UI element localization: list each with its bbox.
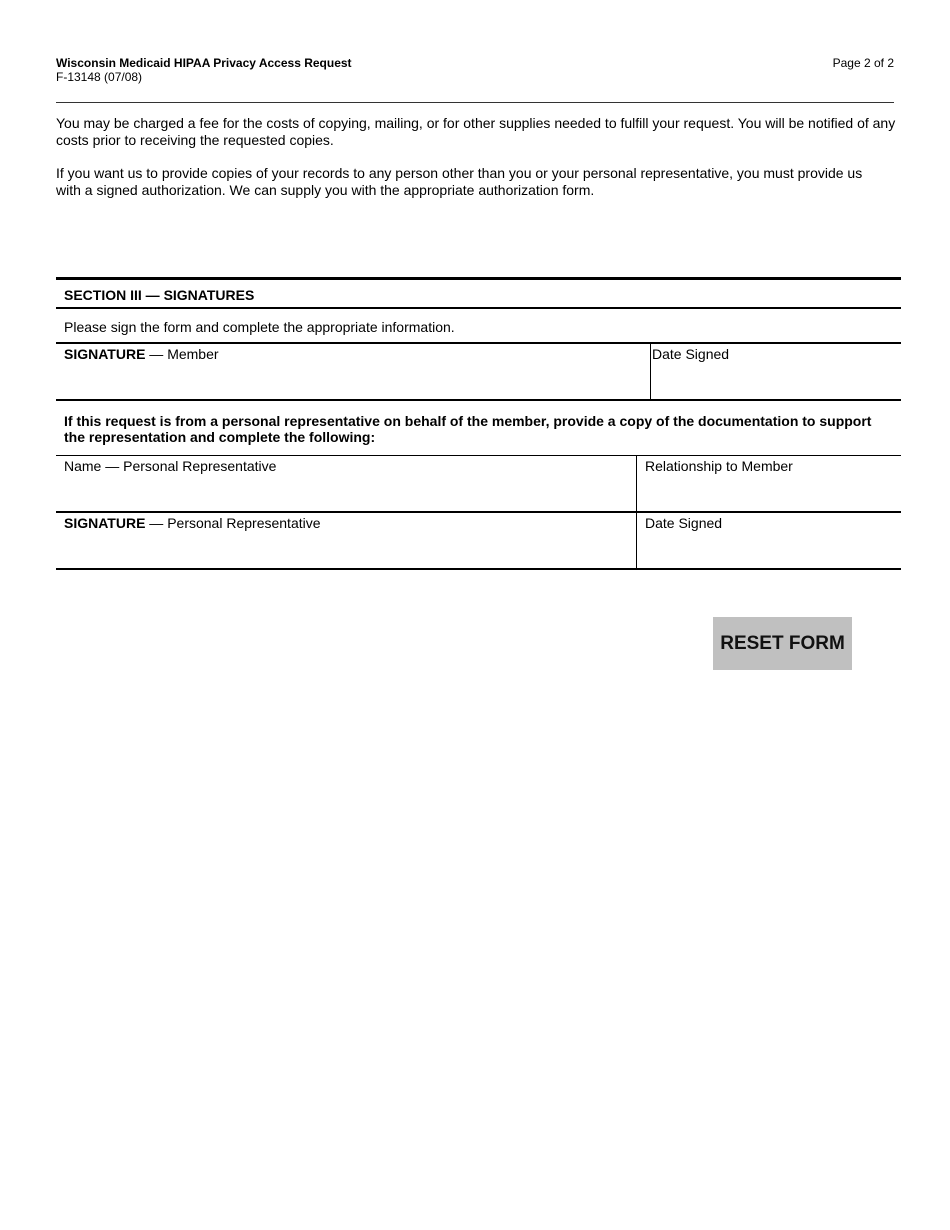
rep-signature-row: [56, 513, 901, 568]
member-signature-row: [56, 344, 901, 399]
representative-note: If this request is from a personal representative on behalf of the member, provide a copy of the documentation to support the representation and complete the following:: [64, 413, 872, 445]
fee-notice: You may be charged a fee for the costs of copying, mailing, or for other supplies needed to fulfill your request. You will be notified of any costs prior to receiving the requested copies.: [56, 115, 896, 148]
rep-relationship-field[interactable]: [636, 456, 901, 511]
member-date-field[interactable]: [650, 344, 901, 399]
form-code: F-13148 (07/08): [56, 70, 143, 84]
member-signature-field[interactable]: [56, 344, 650, 399]
section-title: SECTION III — SIGNATURES: [64, 287, 255, 303]
rep-relationship-label: Relationship to Member: [645, 458, 793, 474]
section-instruction: Please sign the form and complete the appropriate information.: [64, 319, 455, 335]
rep-name-field[interactable]: [56, 456, 636, 511]
rep-date-label: Date Signed: [645, 515, 723, 531]
authorization-notice: If you want us to provide copies of your records to any person other than you or your personal representative, you must provide us with a signed authorization. We can supply you with the appropriate authorization form.: [56, 165, 863, 198]
rep-signature-label-bold: SIGNATURE: [64, 515, 146, 531]
header-divider: [56, 102, 894, 103]
rep-date-field[interactable]: [636, 513, 901, 568]
member-date-label: Date Signed: [652, 346, 730, 362]
page-number: Page 2 of 2: [832, 56, 894, 70]
reset-form-button[interactable]: RESET FORM: [713, 617, 852, 670]
rep-signature-label-rest: — Personal Representative: [145, 515, 321, 531]
member-signature-label-rest: — Member: [145, 346, 219, 362]
rep-name-row: [56, 456, 901, 511]
section-signatures: [56, 277, 901, 570]
form-title: Wisconsin Medicaid HIPAA Privacy Access Request: [56, 56, 352, 70]
section-bottom-rule: [56, 568, 901, 570]
rep-name-label: Name — Personal Representative: [64, 458, 277, 474]
rep-signature-field[interactable]: [56, 513, 636, 568]
member-signature-label-bold: SIGNATURE: [64, 346, 146, 362]
